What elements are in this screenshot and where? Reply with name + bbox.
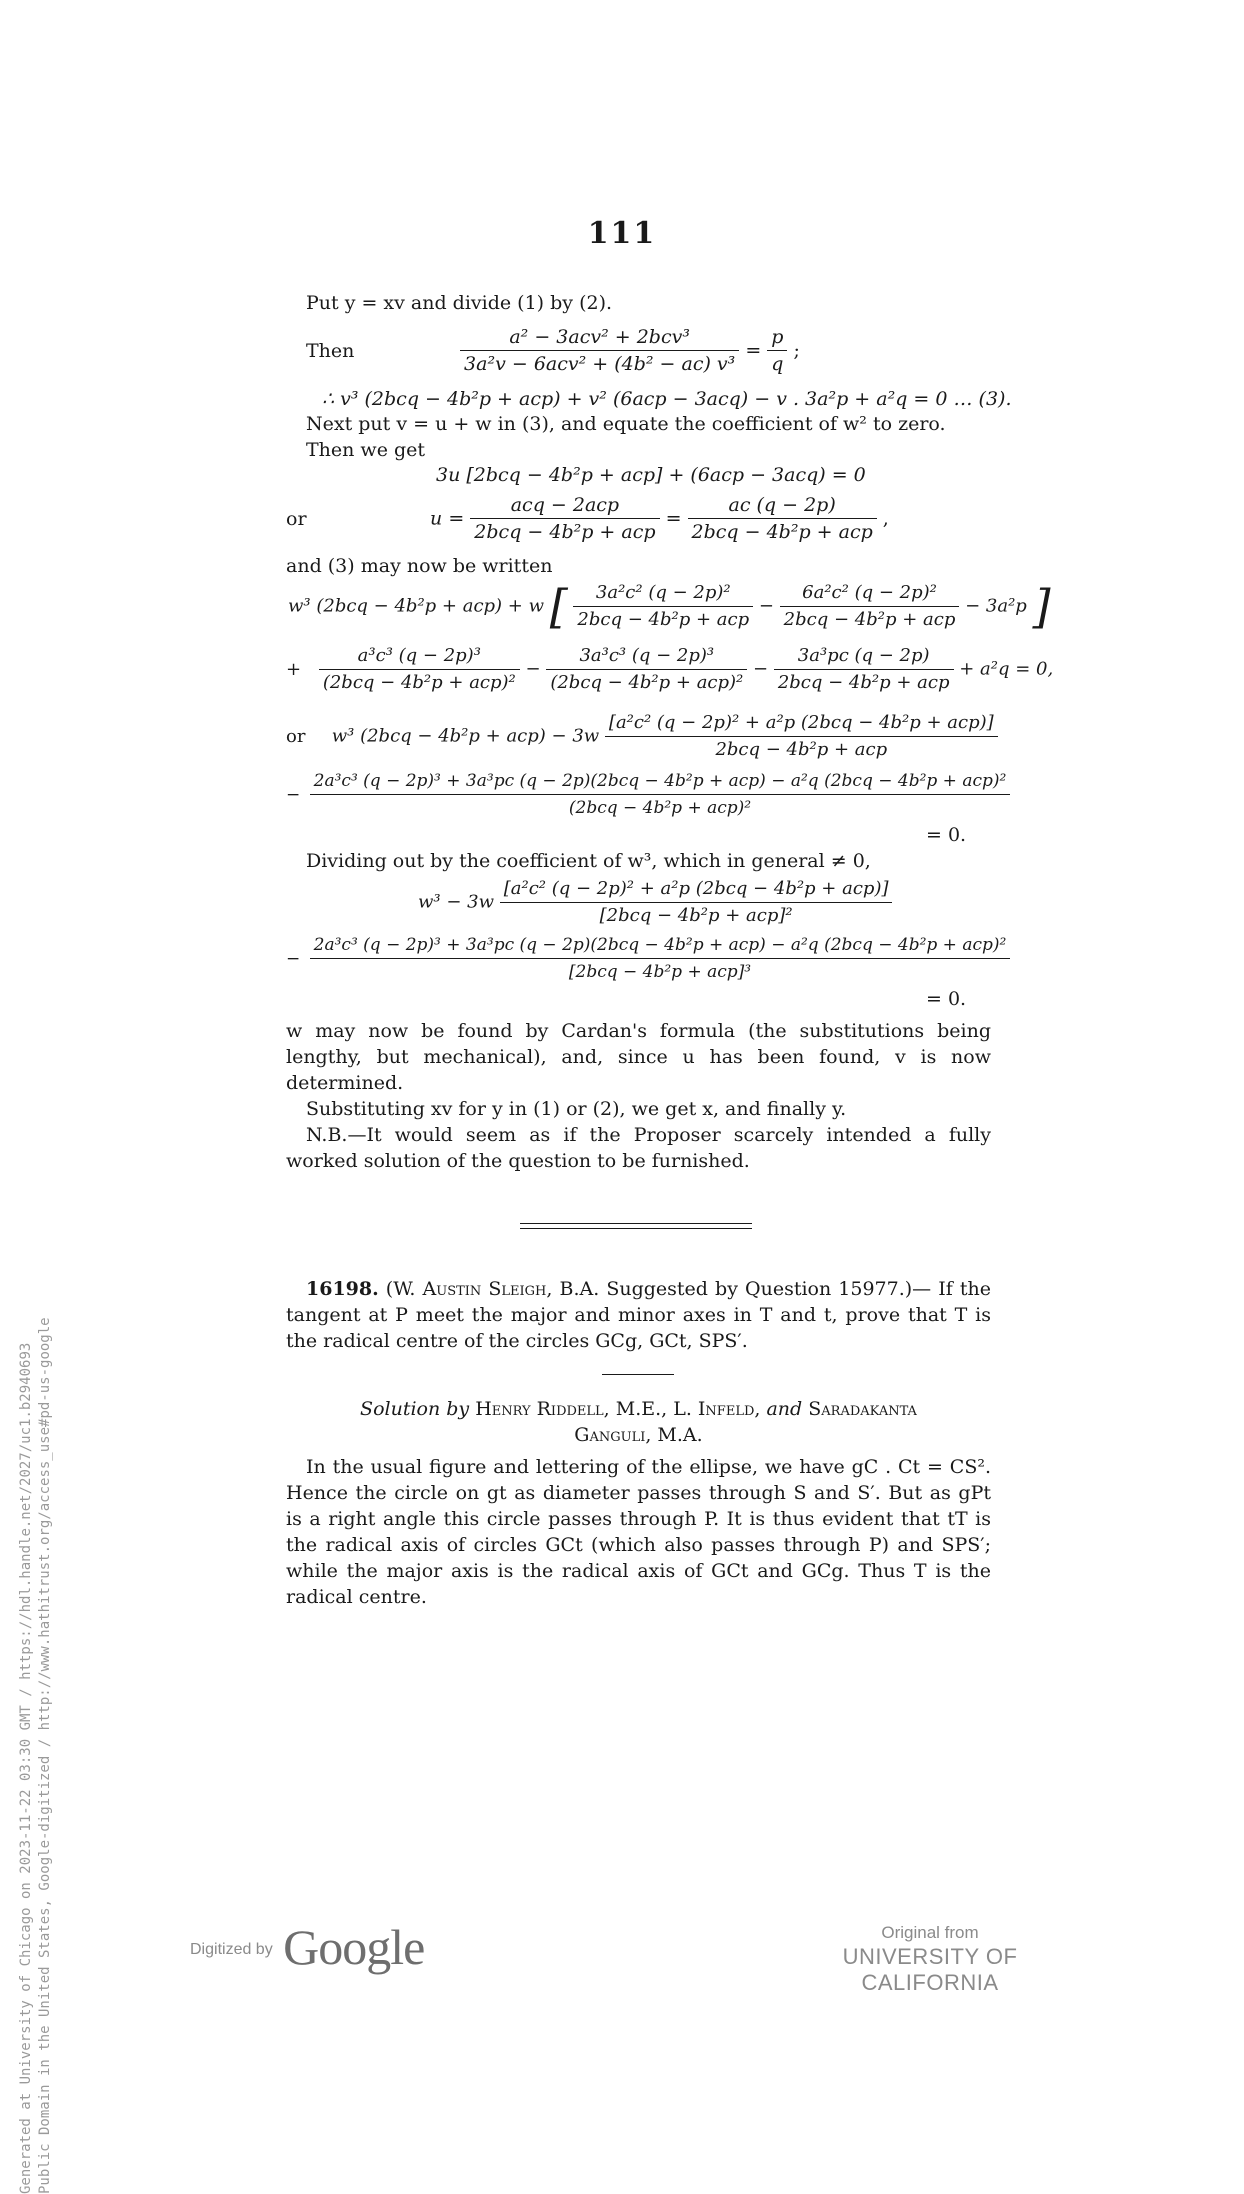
r4-minus: − xyxy=(286,784,301,805)
w-expansion-row2 xyxy=(286,643,1053,696)
then-numerator: a² − 3acv² + 2bcv³ xyxy=(460,324,739,351)
r5-lead: w³ − 3w xyxy=(418,891,495,913)
watermark-line-1: Generated at University of Chicago on 2023-11-22 03:30 GMT / https://hdl.handle.net/2027/uc1.b2940693 xyxy=(18,1342,34,2194)
r5-numerator: [a²c² (q − 2p)² + a²p (2bcq − 4b²p + acp)] xyxy=(500,876,893,903)
then-equation: Then $\frac{\text{a² − 3acv² + 2bcv³}}{\text{3a²v − 6acv² + (4b² − ac) v³}}$ = $\frac{p}{q}$ ; xyxy=(306,326,800,375)
google-logo: Google xyxy=(283,1919,425,1975)
original-from-label: Original from xyxy=(881,1923,979,1942)
digitized-by-google xyxy=(190,1918,424,1976)
u-fraction-2 xyxy=(688,492,877,545)
r5-denominator: [2bcq − 4b²p + acp]² xyxy=(599,905,793,926)
r3-fraction xyxy=(605,710,998,763)
u-fraction-1-denominator: 2bcq − 4b²p + acp xyxy=(474,521,656,543)
r4-numerator: 2a³c³ (q − 2p)³ + 3a³pc (q − 2p)(2bcq − 4b²p + acp) − a²q (2bcq − 4b²p + acp)² xyxy=(310,768,1011,795)
then-denominator: 3a²v − 6acv² + (4b² − ac) v³ xyxy=(464,353,736,375)
solution-byline xyxy=(286,1396,991,1448)
u-fraction-1 xyxy=(470,492,659,545)
equation-3: ∴ v³ (2bcq − 4b²p + acp) + v² (6acp − 3acq) − v . 3a²p + a²q = 0 … (3). xyxy=(322,388,1012,410)
w-b2-numerator: 6a²c² (q − 2p)² xyxy=(780,580,960,607)
solution-last-author-2: Ganguli, M.A. xyxy=(574,1424,703,1446)
r6-denominator: [2bcq − 4b²p + acp]³ xyxy=(568,962,752,982)
solution-divider xyxy=(602,1374,674,1375)
w-b2-denominator: 2bcq − 4b²p + acp xyxy=(783,609,956,630)
solution-body: In the usual figure and lettering of the ellipse, we have gC . Ct = CS². Hence the circle on gt as diameter passes through S and S′. But as gPt is a right angle this circle passes through P. It is thus evident that tT is the radical axis of circles GCt (which also passes through P) and SPS′; while the major axis is the radical axis of GCt and GCg. Thus T is the radical centre. xyxy=(286,1456,991,1608)
w-bracket-fraction-1 xyxy=(573,580,753,633)
r6-minus: − xyxy=(286,948,301,969)
r4-denominator: (2bcq − 4b²p + acp)² xyxy=(568,798,752,818)
r3-numerator: [a²c² (q − 2p)² + a²p (2bcq − 4b²p + acp)] xyxy=(605,710,998,737)
then-semicolon: ; xyxy=(793,339,800,362)
then-fraction xyxy=(460,324,739,377)
w-expansion-row1 xyxy=(288,580,1051,633)
w-b1-numerator: 3a²c² (q − 2p)² xyxy=(573,580,753,607)
question-author-name: Austin Sleigh xyxy=(422,1278,547,1300)
r6-equals-zero: = 0. xyxy=(926,988,967,1010)
w-minus: − xyxy=(758,595,774,617)
r2-end: + a²q = 0, xyxy=(959,658,1054,680)
r2-fraction-3 xyxy=(774,643,954,696)
cardan-paragraph: w may now be found by Cardan's formula (the substitutions being lengthy, but mechanical), and, since u has been found, v is now determined. xyxy=(286,1020,991,1094)
r5-fraction xyxy=(500,876,893,929)
and3-line: and (3) may now be written xyxy=(286,555,553,577)
solution-authors: Henry Riddell, M.E., L. Infeld, xyxy=(475,1398,761,1420)
right-bracket: ] xyxy=(1032,579,1051,634)
r2-f1-numerator: a³c³ (q − 2p)³ xyxy=(319,643,520,670)
then-rhs-fraction xyxy=(767,324,787,377)
then-label: Then xyxy=(306,339,355,362)
question-author-pre: (W. xyxy=(385,1278,423,1300)
or-label: or xyxy=(286,507,307,530)
solution-and: and xyxy=(766,1398,803,1420)
u-fraction-1-numerator: acq − 2acp xyxy=(470,492,659,519)
u-equation: 3u [2bcq − 4b²p + acp] + (6acp − 3acq) = 0 xyxy=(436,464,866,486)
w-b1-denominator: 2bcq − 4b²p + acp xyxy=(577,609,750,630)
r6-numerator: 2a³c³ (q − 2p)³ + 3a³pc (q − 2p)(2bcq − 4b²p + acp) − a²q (2bcq − 4b²p + acp)² xyxy=(310,932,1011,959)
original-from xyxy=(795,1922,1065,1996)
put-line: Put y = xv and divide (1) by (2). xyxy=(306,292,613,314)
w-cubic-row-2 xyxy=(286,768,1010,821)
question-number: 16198. xyxy=(306,1278,379,1300)
watermark-line-2: Public Domain in the United States, Google-digitized / http://www.hathitrust.org/access_use#pd-us-google xyxy=(37,1317,53,2194)
then-rhs-denominator: q xyxy=(771,353,784,375)
r2-fraction-2 xyxy=(546,643,747,696)
r2-f2-numerator: 3a³c³ (q − 2p)³ xyxy=(546,643,747,670)
university-name: UNIVERSITY OF CALIFORNIA xyxy=(842,1944,1018,1995)
question-author-post: , B.A. Suggested by Question 15977.)— xyxy=(546,1278,932,1300)
or-label-2: or xyxy=(286,725,306,747)
left-bracket: [ xyxy=(549,579,568,634)
r2-f2-denominator: (2bcq − 4b²p + acp)² xyxy=(550,672,744,693)
u-lhs: u = xyxy=(430,507,465,530)
question-body: If the tangent at P meet the major and minor axes in T and t, prove that T is the radical centre of the circles GCg, GCt, SPS′. xyxy=(286,1278,991,1352)
question-16198 xyxy=(286,1276,991,1354)
u-comma: , xyxy=(882,507,889,530)
u-fraction-2-denominator: 2bcq − 4b²p + acp xyxy=(691,521,873,543)
r2-f3-denominator: 2bcq − 4b²p + acp xyxy=(777,672,950,693)
reduced-cubic-row xyxy=(418,876,892,929)
section-divider-bottom xyxy=(520,1228,752,1229)
u-equals: = xyxy=(665,507,682,530)
r3-denominator: 2bcq − 4b²p + acp xyxy=(715,739,888,760)
nb-paragraph: N.B.—It would seem as if the Proposer scarcely intended a fully worked solution of the question to be furnished. xyxy=(286,1124,991,1172)
r2-f3-numerator: 3a³pc (q − 2p) xyxy=(774,643,954,670)
r3-lead: w³ (2bcq − 4b²p + acp) − 3w xyxy=(331,725,600,747)
reduced-cubic-row-2 xyxy=(286,932,1010,985)
r2-minus-1: − xyxy=(525,658,541,680)
page-number: 111 xyxy=(587,216,657,251)
r2-plus: + xyxy=(286,658,302,680)
digitized-by-label: Digitized by xyxy=(190,1941,273,1958)
r2-minus-2: − xyxy=(753,658,769,680)
u-fraction-2-numerator: ac (q − 2p) xyxy=(688,492,877,519)
solution-by: Solution by xyxy=(360,1398,470,1420)
dividing-line: Dividing out by the coefficient of w³, which in general ≠ 0, xyxy=(306,850,871,872)
w-cubic-row xyxy=(286,710,998,763)
r4-equals-zero: = 0. xyxy=(926,824,967,846)
u-solution xyxy=(286,492,889,545)
section-divider-top xyxy=(520,1223,752,1224)
r2-f1-denominator: (2bcq − 4b²p + acp)² xyxy=(322,672,516,693)
r2-fraction-1 xyxy=(319,643,520,696)
w-lead: w³ (2bcq − 4b²p + acp) + w xyxy=(288,595,544,617)
r6-fraction xyxy=(310,932,1011,985)
r4-fraction xyxy=(310,768,1011,821)
substituting-paragraph: Substituting xv for y in (1) or (2), we get x, and finally y. xyxy=(306,1098,847,1120)
then-we-get: Then we get xyxy=(306,439,426,461)
hathitrust-watermark xyxy=(17,1317,55,2194)
next-line: Next put v = u + w in (3), and equate the coefficient of w² to zero. xyxy=(306,413,946,435)
w-b3: − 3a²p xyxy=(965,595,1027,617)
then-rhs-numerator: p xyxy=(767,324,787,351)
w-bracket-fraction-2 xyxy=(780,580,960,633)
solution-last-author-1: Saradakanta xyxy=(808,1398,917,1420)
